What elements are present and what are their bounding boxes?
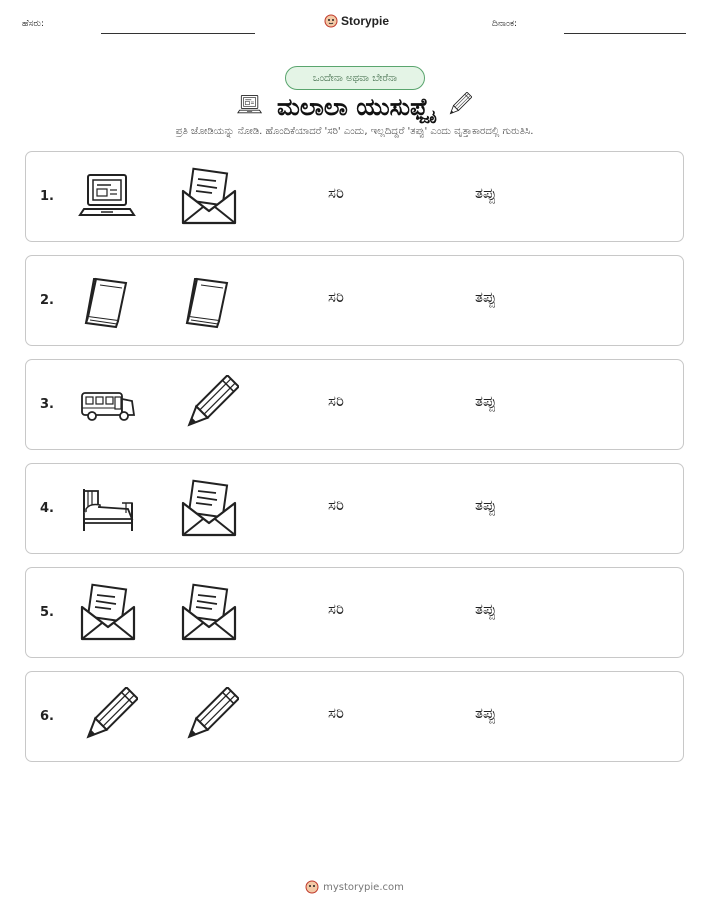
answer-option-correct[interactable]: ಸರಿ: [328, 392, 344, 410]
envelope-letter-icon: [179, 479, 239, 539]
answer-option-correct[interactable]: ಸರಿ: [328, 600, 344, 618]
answer-option-correct[interactable]: ಸರಿ: [328, 184, 344, 202]
name-write-line[interactable]: [101, 33, 255, 34]
worksheet-title: [0, 90, 709, 124]
question-row: [25, 151, 684, 242]
envelope-letter-icon: [78, 583, 138, 643]
answer-option-wrong[interactable]: ತಪ್ಪು: [475, 600, 497, 618]
answer-option-wrong[interactable]: ತಪ್ಪು: [475, 704, 497, 722]
footer: [0, 880, 709, 894]
question-row: [25, 255, 684, 346]
question-number: 2.: [40, 293, 54, 308]
question-number: 1.: [40, 189, 54, 204]
question-number: 3.: [40, 397, 54, 412]
title-laptop-icon: [237, 92, 263, 122]
question-number: 6.: [40, 709, 54, 724]
question-row: [25, 671, 684, 762]
brand-name: Storypie: [341, 14, 390, 28]
book-icon: [78, 271, 138, 331]
worksheet-type-badge: ಒಂದೇನಾ ಅಥವಾ ಬೇರೆನಾ: [285, 66, 425, 90]
book-icon: [179, 271, 239, 331]
question-row: [25, 567, 684, 658]
answer-option-correct[interactable]: ಸರಿ: [328, 288, 344, 306]
bed-icon: [78, 479, 138, 539]
question-row: [25, 463, 684, 554]
answer-option-wrong[interactable]: ತಪ್ಪು: [475, 392, 497, 410]
question-number: 4.: [40, 501, 54, 516]
title-text: ಮಲಾಲಾ ಯುಸುಫ್ಜೈ: [277, 93, 432, 121]
question-row: [25, 359, 684, 450]
envelope-letter-icon: [179, 167, 239, 227]
date-write-line[interactable]: [564, 33, 686, 34]
answer-option-wrong[interactable]: ತಪ್ಪು: [475, 496, 497, 514]
footer-site: mystorypie.com: [323, 881, 404, 893]
title-pencil-icon: [446, 92, 472, 122]
laptop-icon: [78, 167, 138, 227]
name-label: ಹೆಸರು:: [22, 19, 45, 29]
answer-option-wrong[interactable]: ತಪ್ಪು: [475, 184, 497, 202]
instructions: ಪ್ರತಿ ಜೋಡಿಯನ್ನು ನೋಡಿ. ಹೊಂದಿಕೆಯಾದರೆ 'ಸರಿ' ಎಂದು, ಇಲ್ಲದಿದ್ದರೆ 'ತಪ್ಪು' ಎಂದು ವೃತ್ತಾಕಾರದಲ್ಲಿ ಗುರುತಿಸಿ.: [175, 126, 534, 137]
storypie-mascot-icon: [324, 14, 338, 28]
pencil-icon: [179, 687, 239, 747]
answer-option-wrong[interactable]: ತಪ್ಪು: [475, 288, 497, 306]
brand-logo: [324, 14, 389, 28]
answer-option-correct[interactable]: ಸರಿ: [328, 704, 344, 722]
pencil-icon: [78, 687, 138, 747]
date-label: ದಿನಾಂಕ:: [492, 19, 518, 29]
envelope-letter-icon: [179, 583, 239, 643]
answer-option-correct[interactable]: ಸರಿ: [328, 496, 344, 514]
storypie-mascot-icon: [305, 880, 319, 894]
question-number: 5.: [40, 605, 54, 620]
school-bus-icon: [78, 375, 138, 435]
pencil-icon: [179, 375, 239, 435]
